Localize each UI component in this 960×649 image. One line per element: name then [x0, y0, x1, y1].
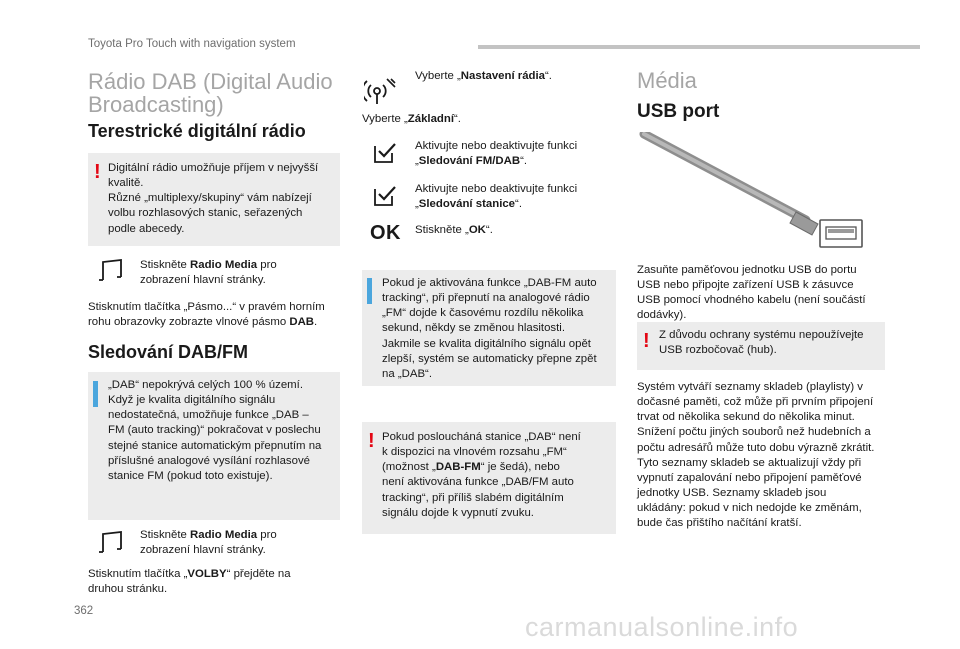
warning-box-1: [88, 153, 340, 246]
usb-port-title: USB port: [637, 101, 720, 122]
header-rule: [478, 45, 920, 49]
press-ok: Stiskněte „OK“.: [415, 224, 493, 236]
section-title-line2: Broadcasting): [88, 92, 224, 118]
running-header: Toyota Pro Touch with navigation system: [88, 38, 296, 50]
ok-icon: OK: [370, 222, 401, 244]
subtitle-dab-fm: Sledování DAB/FM: [88, 342, 249, 362]
step-radio-media-2: Stiskněte Radio Media pro zobrazení hlavní stránky.: [140, 529, 277, 557]
info-text-1: „DAB“ nepokrývá celých 100 % území. Když je kvalita digitálního signálu nedostatečná, umožňuje funkce „DAB – FM (auto tracking)“ pokračovat v poslechu stejné stanice automatickým přepnutím na příslušné analogové vysílání rozhlasové stanice FM (pokud toto existuje).: [108, 379, 322, 482]
toggle-station-tracking: Aktivujte nebo deaktivujte funkci „Sledování stanice“.: [415, 183, 578, 211]
toggle-fm-dab: Aktivujte nebo deaktivujte funkci „Sledování FM/DAB“.: [415, 140, 578, 168]
warning-icon: !: [94, 161, 101, 183]
paragraph-band: Stisknutím tlačítka „Pásmo...“ v pravém horním rohu obrazovky zobrazte vlnové pásmo DAB.: [88, 301, 325, 329]
info-box-1: [88, 372, 340, 520]
info-marker: [367, 278, 372, 304]
warning-box-2: [362, 422, 616, 534]
checkbox-icon: [372, 142, 398, 164]
usb-cable-illustration: [636, 132, 868, 250]
subtitle-terrestrial: Terestrické digitální rádio: [88, 121, 306, 141]
warning-box-3: [637, 322, 885, 370]
info-box-2: [362, 270, 616, 386]
music-note-icon: [97, 258, 127, 284]
checkbox-icon: [372, 185, 398, 207]
step-radio-media-1: Stiskněte Radio Media pro zobrazení hlavní stránky.: [140, 259, 277, 287]
usb-paragraph-1: Zasuňte paměťovou jednotku USB do portu USB nebo připojte zařízení USB k zásuvce USB pomocí vhodného kabelu (není součástí dodávky).: [637, 264, 866, 322]
section-title: [88, 70, 333, 116]
info-text-2: Pokud je aktivována funkce „DAB-FM auto tracking“, při přepnutí na analogové rádio „FM“ dojde k časovému rozdílu několika sekund, někdy se změnou hlasitosti. Jakmile se kvalita digitálního signálu opět zlepší, systém se automaticky přepne zpět na „DAB“.: [382, 277, 597, 380]
warning-icon: !: [368, 430, 375, 452]
paragraph-options: Stisknutím tlačítka „VOLBY“ přejděte na druhou stránku.: [88, 568, 291, 596]
warning-text-1: Digitální rádio umožňuje příjem v nejvyšší kvalitě. Různé „multiplexy/skupiny“ vám nabízejí volbu rozhlasových stanic, seřazených podle abecedy.: [108, 162, 319, 235]
radio-settings-icon: [364, 76, 398, 106]
watermark: carmanualsonline.info: [525, 612, 799, 642]
page-number: 362: [74, 605, 94, 617]
warning-text-2: Pokud posloucháná stanice „DAB“ není k dispozici na vlnovém rozsahu „FM“ (možnost „DAB-FM“ je šedá), nebo není aktivována funkce „DAB/FM auto tracking“, při příliš slabém digitálním signálu dojde k vypnutí zvuku.: [382, 431, 581, 519]
usb-paragraph-2: Systém vytváří seznamy skladeb (playlisty) v dočasné paměti, což může při prvním připojení trvat od několika sekund do několika minut. Snížení počtu jiných souborů než hudebních a počtu adresářů může tuto dobu výrazně zkrátit. Tyto seznamy skladeb se aktualizují vždy při vypnutí zapalování nebo připojení paměťové jednotky USB. Seznamy skladeb jsou ukládány: pokud v nich nedojde ke změnám, bude čas přištího načítání kratší.: [637, 381, 875, 530]
warning-icon: !: [643, 330, 650, 352]
warning-text-3: Z důvodu ochrany systému nepoužívejte USB rozbočovač (hub).: [659, 329, 864, 357]
info-marker: [93, 381, 98, 407]
select-basic: Vyberte „Základní“.: [362, 113, 461, 125]
section-title-line1: Rádio DAB (Digital Audio: [88, 69, 333, 94]
music-note-icon: [97, 530, 127, 556]
select-radio-settings: Vyberte „Nastavení rádia“.: [415, 70, 552, 82]
media-title: Média: [637, 68, 697, 93]
